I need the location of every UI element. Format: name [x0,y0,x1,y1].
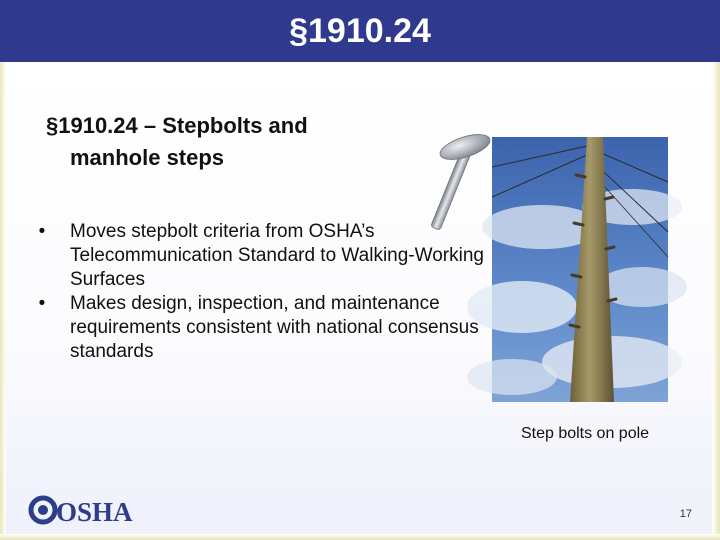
bullet-text: Moves stepbolt criteria from OSHA’s Telecommunication Standard to Walking-Working Surfaces [70,221,484,290]
bullet-text: Makes design, inspection, and maintenance requirements consistent with national consensus standards [70,293,479,362]
osha-logo-text: OSHA [56,497,133,527]
frame-left-edge [0,62,6,540]
osha-logo [30,493,133,527]
slide-title: §1910.24 [289,12,431,50]
slide-subtitle [46,110,406,174]
bullet-marker: • [38,293,46,314]
subtitle-line-2: manhole steps [70,145,225,170]
frame-bottom-edge [0,534,720,540]
stepbolt-illustration [414,128,494,236]
subtitle-line-1: §1910.24 – Stepbolts and [46,113,308,138]
bullet-item [30,292,500,364]
pole-photo [492,137,668,402]
image-caption: Step bolts on pole [520,425,650,442]
bullet-marker: • [38,221,46,242]
bullet-list [30,220,500,364]
page-number: 17 [679,508,692,520]
frame-right-edge [712,62,720,540]
